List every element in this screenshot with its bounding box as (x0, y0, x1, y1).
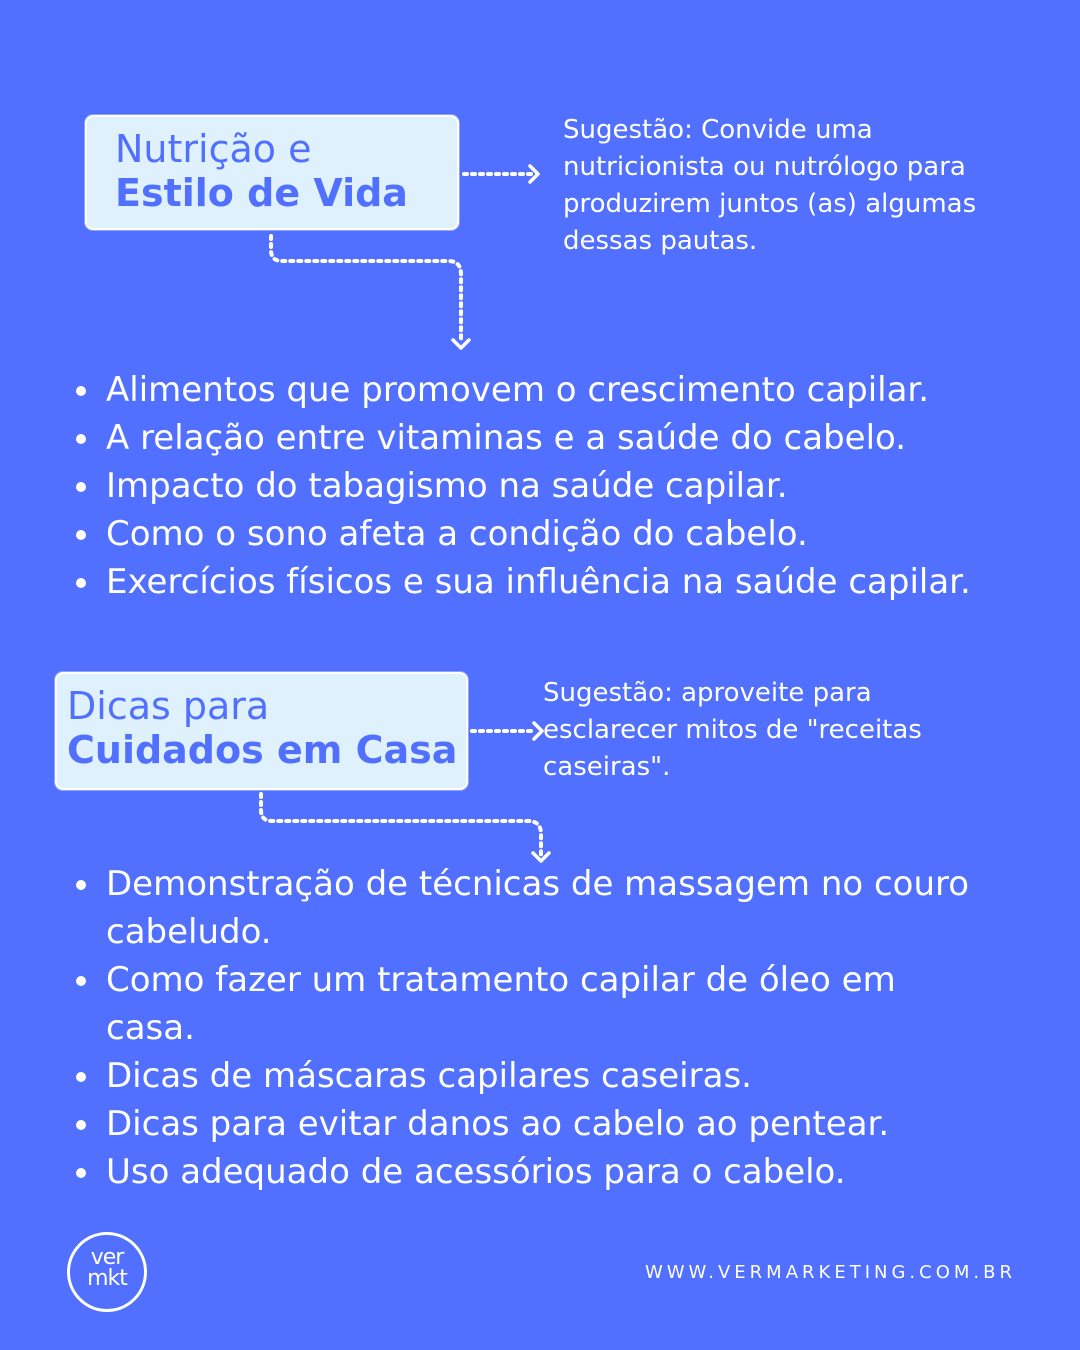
arrow-to-list-2 (261, 794, 541, 856)
list-item (76, 1148, 976, 1196)
list-item-text: Uso adequado de acessórios para o cabelo. (106, 1152, 846, 1192)
bullet-icon (76, 482, 86, 492)
list-item-text: Alimentos que promovem o crescimento capilar. (106, 370, 930, 410)
suggestion-text-nutrition: Sugestão: Convide uma nutricionista ou nutrólogo para produzirem juntos (as) algumas dessas pautas. (563, 115, 977, 256)
bullet-icon (76, 1072, 86, 1082)
list-item (76, 366, 1066, 414)
list-item-text: Como o sono afeta a condição do cabelo. (106, 514, 808, 554)
arrowhead-down-1 (453, 340, 469, 348)
bullet-icon (76, 578, 86, 588)
list-item (76, 558, 1066, 606)
section-title-box-nutrition (85, 115, 459, 230)
arrow-to-list-1 (271, 236, 461, 342)
topic-list-nutrition (76, 366, 1066, 606)
suggestion-text-home-care: Sugestão: aproveite para esclarecer mitos de "receitas caseiras". (543, 678, 922, 782)
list-item (76, 1100, 976, 1148)
list-item (76, 1052, 976, 1100)
list-item-text: Exercícios físicos e sua influência na saúde capilar. (106, 562, 971, 602)
list-item-text: A relação entre vitaminas e a saúde do cabelo. (106, 418, 907, 458)
bullet-icon (76, 1168, 86, 1178)
section-title-bold: Cuidados em Casa (67, 727, 458, 772)
section-title-light: Dicas para (67, 684, 270, 728)
list-item-text: Como fazer um tratamento capilar de óleo em casa. (106, 960, 896, 1048)
bullet-icon (76, 434, 86, 444)
section-title-bold: Estilo de Vida (115, 170, 408, 215)
arrowhead-right-2 (534, 723, 542, 739)
bullet-icon (76, 530, 86, 540)
list-item (76, 860, 976, 956)
list-item-text: Dicas para evitar danos ao cabelo ao pentear. (106, 1104, 890, 1144)
bullet-icon (76, 1120, 86, 1130)
logo-line-1: ver (90, 1245, 124, 1270)
list-item (76, 462, 1066, 510)
list-item (76, 956, 976, 1052)
bullet-icon (76, 880, 86, 890)
website-url: WWW.VERMARKETING.COM.BR (644, 1262, 1016, 1283)
logo-line-2: mkt (87, 1266, 127, 1291)
section-title-box-home-care (55, 672, 468, 790)
list-item-text: Demonstração de técnicas de massagem no couro cabeludo. (106, 864, 970, 952)
topic-list-home-care (76, 860, 976, 1196)
bullet-icon (76, 386, 86, 396)
section-title-light: Nutrição e (115, 127, 312, 171)
list-item-text: Impacto do tabagismo na saúde capilar. (106, 466, 788, 506)
brand-logo (67, 1232, 147, 1312)
list-item (76, 510, 1066, 558)
list-item (76, 414, 1066, 462)
bullet-icon (76, 976, 86, 986)
list-item-text: Dicas de máscaras capilares caseiras. (106, 1056, 752, 1096)
